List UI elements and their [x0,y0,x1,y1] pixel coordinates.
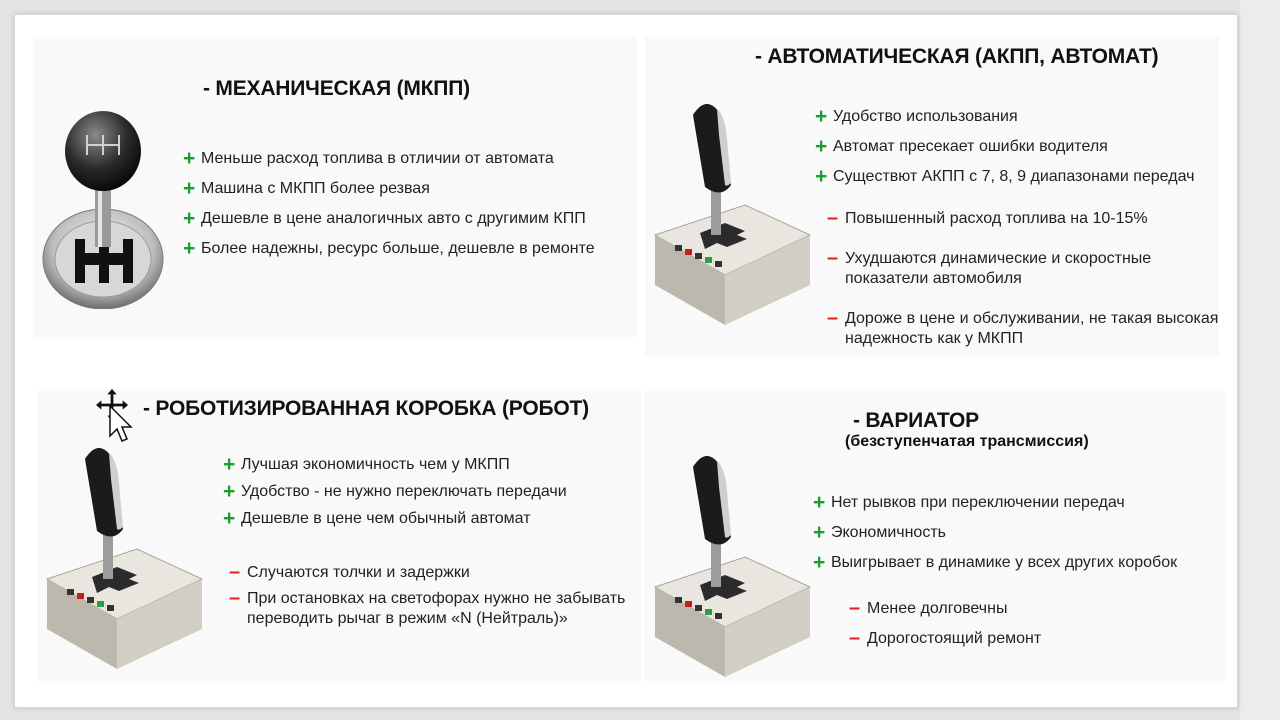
plus-sign: + [183,147,196,170]
move-cursor-icon [92,386,138,448]
list-item: + Существют АКПП с 7, 8, 9 диапазонами передач [815,165,1195,188]
robot-cons-list [229,563,639,649]
minus-sign: – [229,587,241,609]
plus-sign: + [813,491,826,514]
cvt-subtitle: (безступенчатая трансмиссия) [845,433,1089,450]
list-item: – Повышенный расход топлива на 10-15% [827,207,1148,229]
list-item: – При остановках на светофорах нужно не забывать переводить рычаг в режим «N (Нейтраль)» [229,587,626,627]
list-item: + Нет рывков при переключении передач [813,491,1125,514]
automatic-gear-selector-icon [645,95,815,325]
plus-sign: + [183,177,196,200]
list-item: + Машина с МКПП более резвая [183,177,430,200]
automatic-gear-selector-icon [37,439,207,669]
minus-sign: – [849,597,861,619]
list-item: – Дорогостоящий ремонт [849,627,1042,649]
cvt-title: - ВАРИАТОР [853,409,979,432]
list-item: + Лучшая экономичность чем у МКПП [223,453,510,476]
list-item: – Ухудшаются динамические и скоростные показатели автомобиля [827,247,1152,287]
manual-panel [33,37,637,337]
plus-sign: + [223,480,236,503]
minus-sign: – [827,247,839,269]
plus-sign: + [813,521,826,544]
robot-title: - РОБОТИЗИРОВАННАЯ КОРОБКА (РОБОТ) [143,397,589,420]
robot-pros-list [223,455,567,539]
automatic-panel [645,37,1219,357]
list-item: + Удобство - не нужно переключать передачи [223,480,567,503]
automatic-gear-selector-icon [645,447,815,677]
plus-sign: + [223,453,236,476]
plus-sign: + [813,551,826,574]
plus-sign: + [183,237,196,260]
list-item: + Дешевле в цене чем обычный автомат [223,507,531,530]
list-item: + Автомат пресекает ошибки водителя [815,135,1108,158]
list-item: + Экономичность [813,521,946,544]
list-item: + Удобство использования [815,105,1018,128]
minus-sign: – [229,561,241,583]
manual-pros-list [183,149,595,269]
cvt-panel [645,391,1225,681]
plus-sign: + [183,207,196,230]
slide [14,14,1238,708]
list-item: + Более надежны, ресурс больше, дешевле в ремонте [183,237,595,260]
list-item: + Выигрывает в динамике у всех других коробок [813,551,1178,574]
list-item: + Дешевле в цене аналогичных авто с другимим КПП [183,207,586,230]
manual-gear-shifter-icon [41,99,171,309]
minus-sign: – [849,627,861,649]
automatic-pros-list [815,107,1194,197]
manual-title: - МЕХАНИЧЕСКАЯ (МКПП) [203,77,470,100]
list-item: – Менее долговечны [849,597,1008,619]
cvt-pros-list [813,493,1177,583]
minus-sign: – [827,207,839,229]
list-item: – Случаются толчки и задержки [229,561,470,583]
plus-sign: + [815,165,828,188]
automatic-title: - АВТОМАТИЧЕСКАЯ (АКПП, АВТОМАТ) [755,45,1159,68]
list-item: + Меньше расход топлива в отличии от автомата [183,147,554,170]
plus-sign: + [815,105,828,128]
plus-sign: + [223,507,236,530]
automatic-cons-list [827,209,1227,369]
plus-sign: + [815,135,828,158]
scroll-strip [1240,0,1280,720]
cvt-cons-list [849,599,1041,669]
minus-sign: – [827,307,839,329]
list-item: – Дороже в цене и обслуживании, не такая высокая надежность как у МКПП [827,307,1219,347]
